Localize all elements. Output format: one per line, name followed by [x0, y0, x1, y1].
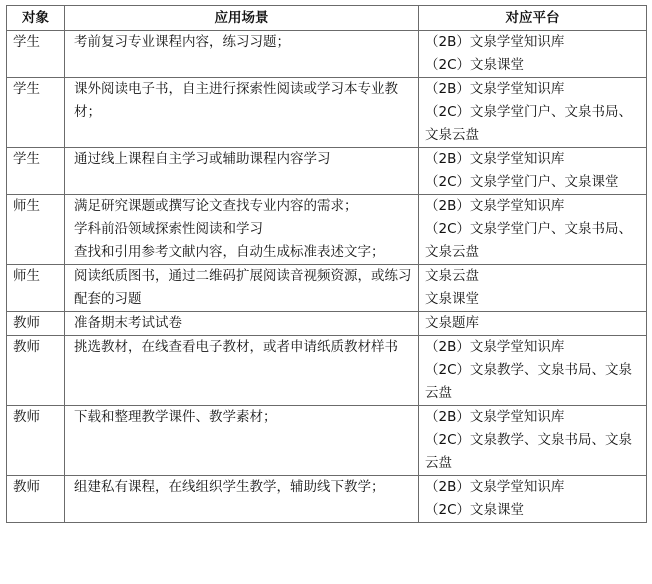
scene-line: 组建私有课程，在线组织学生教学，辅助线下教学；	[74, 479, 385, 495]
row-scene	[65, 336, 419, 406]
table-row	[7, 78, 647, 148]
row-platforms	[419, 312, 647, 336]
platform-line: （2C）文泉课堂	[425, 502, 525, 518]
scene-line: 挑选教材，在线查看电子教材，或者申请纸质教材样书	[74, 339, 398, 355]
platform-line: 文泉课堂	[425, 291, 479, 307]
table-row	[7, 148, 647, 195]
row-subject: 师生	[7, 195, 65, 265]
scene-line: 学科前沿领域探索性阅读和学习	[74, 221, 263, 237]
platform-line: 文泉云盘	[425, 268, 479, 284]
scene-line: 下载和整理教学课件、教学素材；	[74, 409, 277, 425]
row-subject: 学生	[7, 31, 65, 78]
row-platforms	[419, 336, 647, 406]
scene-line: 课外阅读电子书，自主进行探索性阅读或学习本专业教材；	[74, 81, 398, 120]
platform-line: （2C）文泉学堂门户、文泉课堂	[425, 174, 619, 190]
document-sheet	[6, 5, 646, 523]
table-row	[7, 336, 647, 406]
platform-line: （2C）文泉学堂门户、文泉书局、文泉云盘	[425, 221, 633, 260]
row-scene	[65, 195, 419, 265]
row-subject: 学生	[7, 78, 65, 148]
platform-line: （2C）文泉教学、文泉书局、文泉云盘	[425, 432, 633, 471]
row-platforms	[419, 476, 647, 523]
platform-line: （2B）文泉学堂知识库	[425, 151, 565, 167]
platform-line: （2C）文泉课堂	[425, 57, 525, 73]
platform-line: （2B）文泉学堂知识库	[425, 81, 565, 97]
platform-line: （2C）文泉教学、文泉书局、文泉云盘	[425, 362, 633, 401]
scene-line: 通过线上课程自主学习或辅助课程内容学习	[74, 151, 331, 167]
table-row	[7, 312, 647, 336]
scene-line: 阅读纸质图书，通过二维码扩展阅读音视频资源，或练习配套的习题	[74, 268, 412, 307]
row-subject: 师生	[7, 265, 65, 312]
scene-line: 满足研究课题或撰写论文查找专业内容的需求；	[74, 198, 358, 214]
scene-line: 查找和引用参考文献内容，自动生成标准表述文字；	[74, 244, 385, 260]
row-scene	[65, 406, 419, 476]
row-subject: 教师	[7, 336, 65, 406]
table-row	[7, 265, 647, 312]
row-subject: 教师	[7, 406, 65, 476]
header-scene: 应用场景	[65, 6, 419, 31]
row-scene	[65, 148, 419, 195]
application-scenario-table	[6, 5, 647, 523]
platform-line: （2B）文泉学堂知识库	[425, 479, 565, 495]
platform-line: （2B）文泉学堂知识库	[425, 198, 565, 214]
header-subject: 对象	[7, 6, 65, 31]
row-platforms	[419, 31, 647, 78]
platform-line: （2B）文泉学堂知识库	[425, 34, 565, 50]
row-platforms	[419, 78, 647, 148]
row-scene	[65, 31, 419, 78]
table-row	[7, 31, 647, 78]
header-platform: 对应平台	[419, 6, 647, 31]
scene-line: 准备期末考试试卷	[74, 315, 182, 331]
scene-line: 考前复习专业课程内容，练习习题；	[74, 34, 290, 50]
table-header-row	[7, 6, 647, 31]
platform-line: （2C）文泉学堂门户、文泉书局、文泉云盘	[425, 104, 633, 143]
platform-line: 文泉题库	[425, 315, 479, 331]
row-platforms	[419, 406, 647, 476]
row-platforms	[419, 148, 647, 195]
row-subject: 教师	[7, 476, 65, 523]
table-row	[7, 406, 647, 476]
platform-line: （2B）文泉学堂知识库	[425, 409, 565, 425]
row-scene	[65, 265, 419, 312]
row-subject: 学生	[7, 148, 65, 195]
row-scene	[65, 312, 419, 336]
table-row	[7, 195, 647, 265]
row-subject: 教师	[7, 312, 65, 336]
row-platforms	[419, 195, 647, 265]
row-scene	[65, 476, 419, 523]
table-row	[7, 476, 647, 523]
row-scene	[65, 78, 419, 148]
row-platforms	[419, 265, 647, 312]
platform-line: （2B）文泉学堂知识库	[425, 339, 565, 355]
